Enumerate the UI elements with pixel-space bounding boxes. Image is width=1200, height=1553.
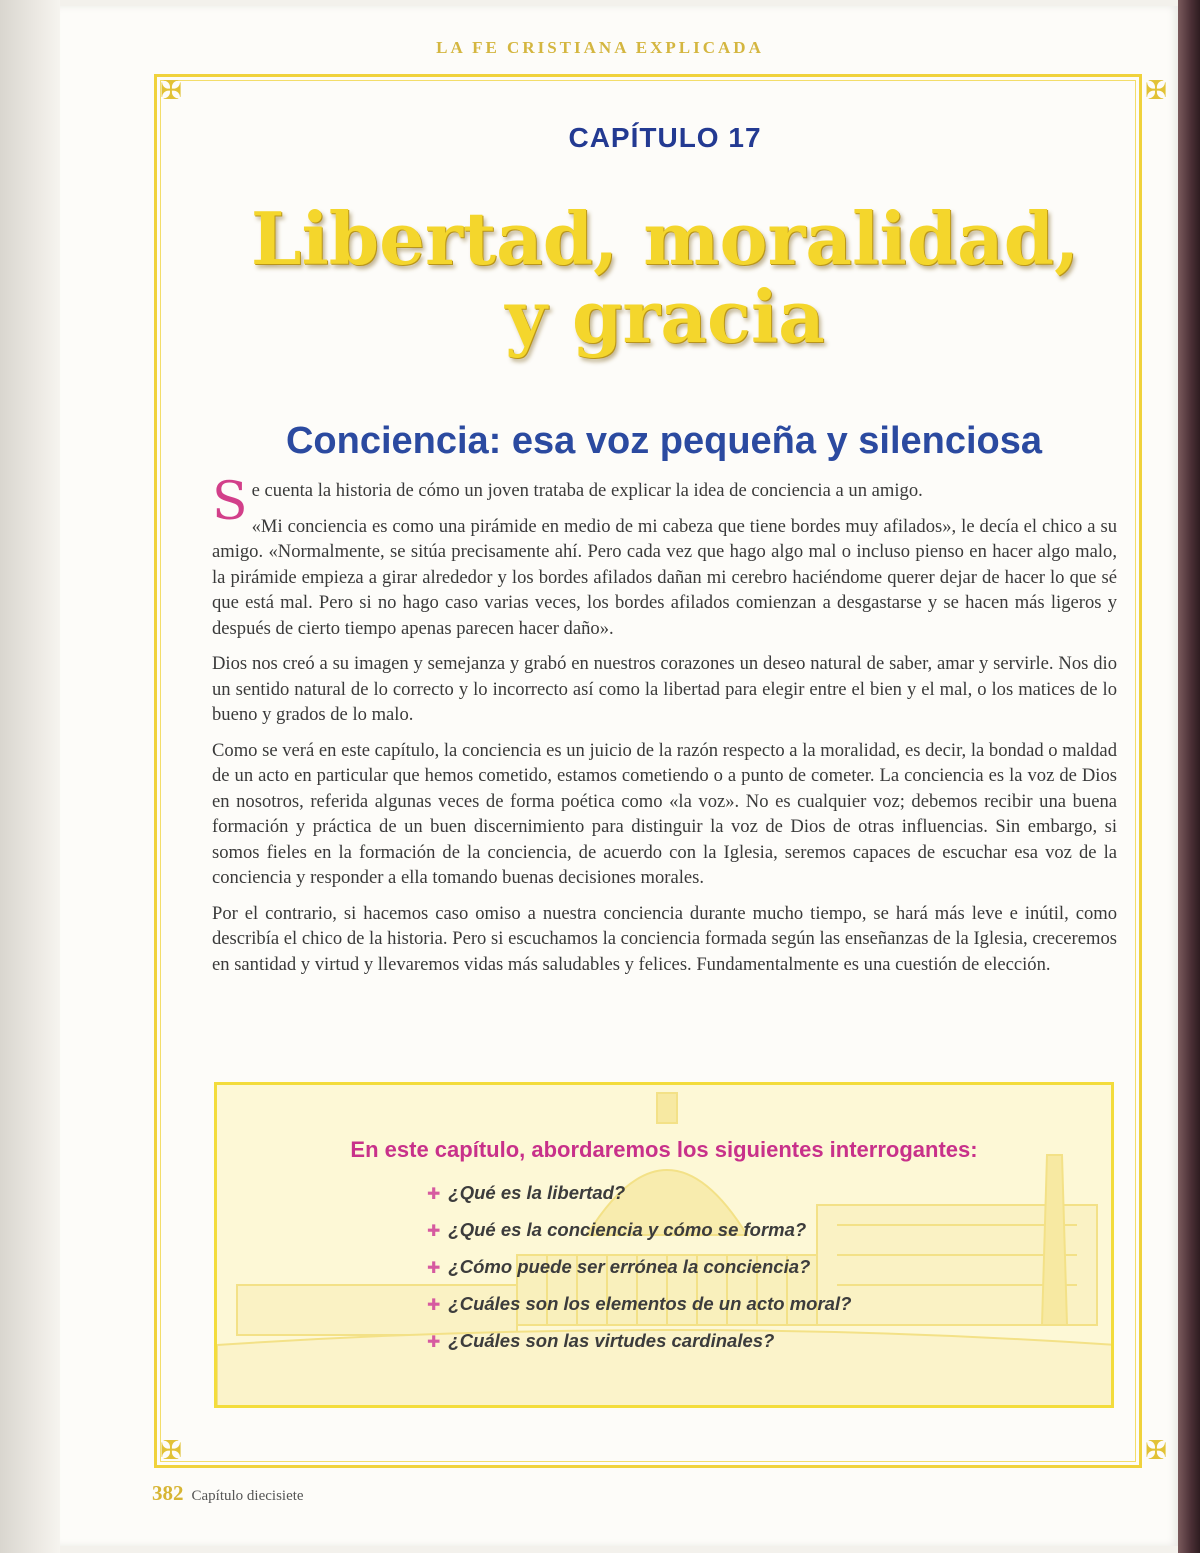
chapter-title-line-1: Libertad, moralidad, [250, 196, 1080, 281]
list-item [427, 1218, 851, 1255]
question-text: ¿Cómo puede ser errónea la conciencia? [448, 1256, 811, 1277]
question-text: ¿Qué es la conciencia y cómo se forma? [448, 1219, 807, 1240]
section-title: Conciencia: esa voz pequeña y silenciosa [285, 420, 1043, 462]
paragraph-1 [212, 472, 1117, 532]
paragraph-3: Dios nos creó a su imagen y semejanza y grabó en nuestros corazones un deseo natural de saber, amar y servirle. Nos dio un sentido natural de lo correcto y lo incorrecto así como la libertad para elegir entre el bien y el mal, o los matices de lo bueno y grados de lo malo. [212, 653, 1117, 725]
list-item [427, 1292, 851, 1329]
chapter-title-line-2: y gracia [505, 274, 825, 359]
drop-cap: S [212, 472, 248, 532]
cross-bullet-icon: ✚ [427, 1332, 441, 1351]
cross-bullet-icon: ✚ [427, 1184, 441, 1203]
questions-list [427, 1181, 851, 1366]
body-text [212, 472, 1117, 987]
chapter-title [0, 196, 1200, 359]
list-item [427, 1329, 851, 1366]
question-text: ¿Cuáles son los elementos de un acto moral? [448, 1293, 852, 1314]
cross-bullet-icon: ✚ [427, 1258, 441, 1277]
chapter-number: CAPÍTULO 17 [568, 122, 762, 153]
footer-chapter-label: Capítulo diecisiete [191, 1488, 304, 1504]
paragraph-1-text: e cuenta la historia de cómo un joven trataba de explicar la idea de conciencia a un amigo. [251, 480, 923, 501]
page-number: 382 [152, 1481, 184, 1505]
page-footer [152, 1481, 304, 1506]
question-text: ¿Cuáles son las virtudes cardinales? [448, 1330, 775, 1351]
cross-bullet-icon: ✚ [427, 1295, 441, 1314]
cross-corner-icon-bottom-left: ✠ [160, 1436, 182, 1466]
running-head: LA FE CRISTIANA EXPLICADA [436, 38, 764, 57]
cross-corner-icon-top-right: ✠ [1145, 76, 1167, 106]
questions-box-title: En este capítulo, abordaremos los siguientes interrogantes: [350, 1137, 978, 1162]
paragraph-2: «Mi conciencia es como una pirámide en medio de mi cabeza que tiene bordes muy afilados», le decía el chico a su amigo. «Normalmente, se sitúa precisamente ahí. Pero cada vez que hago algo mal o incluso pienso en hacer algo malo, la pirámide empieza a girar alrededor y los bordes afilados dañan mi cerebro haciéndome querer dejar de hacer lo que sé que está mal. Pero si no hago caso varias veces, los bordes afilados comienzan a desgastarse y se hacen más ligeros y después de cierto tiempo apenas parecen hacer daño». [212, 515, 1117, 639]
cross-corner-icon-top-left: ✠ [160, 76, 182, 106]
cross-bullet-icon: ✚ [427, 1221, 441, 1240]
list-item [427, 1181, 851, 1218]
question-text: ¿Qué es la libertad? [448, 1182, 626, 1203]
paragraph-4: Como se verá en este capítulo, la conciencia es un juicio de la razón respecto a la moralidad, es decir, la bondad o maldad de un acto en particular que hemos cometido, estamos cometiendo o a punto de cometer. La conciencia es la voz de Dios en nosotros, referida algunas veces de forma poética como «la voz». No es cualquier voz; debemos recibir una buena formación y práctica de un buen discernimiento para distinguir la voz de Dios de otras influencias. Sin embargo, si somos fieles en la formación de la conciencia, de acuerdo con la Iglesia, seremos capaces de escuchar esa voz de la conciencia y responder a ella tomando buenas decisiones morales. [212, 739, 1117, 888]
questions-box [214, 1082, 1114, 1408]
cross-corner-icon-bottom-right: ✠ [1145, 1436, 1167, 1466]
paragraph-5: Por el contrario, si hacemos caso omiso a nuestra conciencia durante mucho tiempo, se hará más leve e inútil, como describía el chico de la historia. Pero si escuchamos la conciencia formada según las enseñanzas de la Iglesia, creceremos en santidad y virtud y llevaremos vidas más saludables y felices. Fundamentalmente es una cuestión de elección. [212, 902, 1117, 975]
list-item [427, 1255, 851, 1292]
